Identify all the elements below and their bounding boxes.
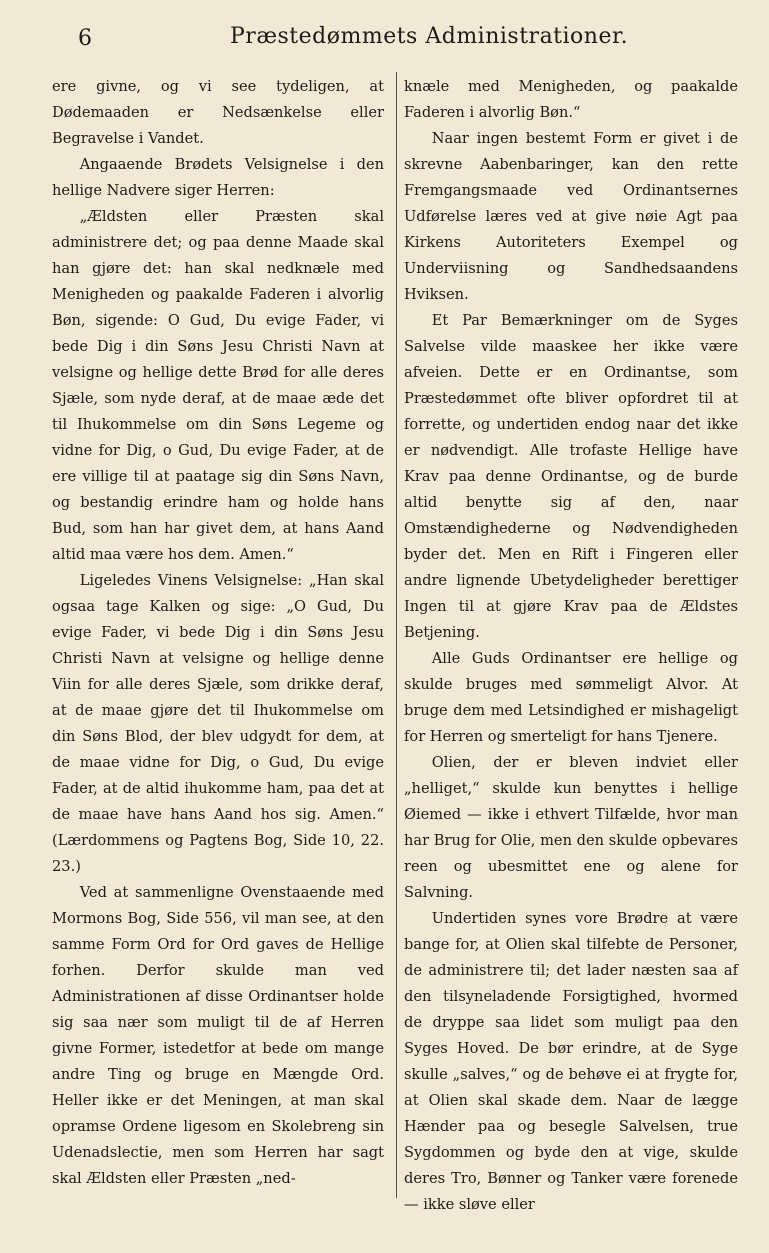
paragraph: Angaaende Brødets Velsignelse i den hellige Nadvere siger Herren: <box>52 156 384 199</box>
paragraph: knæle med Menigheden, og paakalde Faderen i alvorlig Bøn.“ <box>404 78 738 121</box>
paragraph: „Ældsten eller Præsten skal administrere det; og paa denne Maade skal han gjøre det: han skal nedknæle med Menigheden og paakalde Faderen i alvorlig Bøn, sigende: O Gud, Du evige Fader, vi bede Dig i din Søns Jesu Christi Navn at velsigne og hellige dette Brød for alle deres Sjæle, som nyde deraf, at de maae æde det til Ihukommelse om din Søns Legeme og vidne for Dig, o Gud, Du evige Fader, at de ere villige til at paatage sig din Søns Navn, og bestandig erindre ham og holde hans Bud, som han har givet dem, at hans Aand altid maa være hos dem. Amen.“ <box>52 208 384 563</box>
paragraph: Et Par Bemærkninger om de Syges Salvelse vilde maaskee her ikke være afveien. Dette er en Ordinantse, som Præstedømmet ofte bliver opfordret til at forrette, og undertiden endog naar det ikke er nødvendigt. Alle trofaste Hellige have Krav paa denne Ordinantse, og de burde altid benytte sig af den, naar Omstændighederne og Nødvendigheden byder det. Men en Rift i Fingeren eller andre lignende Ubetydeligheder berettiger Ingen til at gjøre Krav paa de Ældstes Betjening. <box>404 312 738 641</box>
paragraph: Undertiden synes vore Brødre at være bange for, at Olien skal tilfebte de Personer, de administrere til; det lader næsten saa af den tilsyneladende Forsigtighed, hvormed de dryppe saa lidet som muligt paa den Syges Hoved. De bør erindre, at de Syge skulle „salves,“ og de behøve ei at frygte for, at Olien skal skade dem. Naar de lægge Hænder paa og besegle Salvelsen, true Sygdommen og byde den at vige, skulde deres Tro, Bønner og Tanker være forenede — ikke sløve eller <box>404 910 738 1213</box>
paragraph: Naar ingen bestemt Form er givet i de skrevne Aabenbaringer, kan den rette Fremgangsmaade ved Ordinantsernes Udførelse læres ved at give nøie Agt paa Kirkens Autoriteters Exempel og Underviisning og Sandhedsaandens Hviksen. <box>404 130 738 303</box>
paragraph: Ligeledes Vinens Velsignelse: „Han skal ogsaa tage Kalken og sige: „O Gud, Du evige Fader, vi bede Dig i din Søns Jesu Christi Navn at velsigne og hellige denne Viin for alle deres Sjæle, som drikke deraf, at de maae gjøre det til Ihukommelse om din Søns Blod, der blev udgydt for dem, at de maae vidne for Dig, o Gud, Du evige Fader, at de altid ihukomme ham, paa det at de maae have hans Aand hos sig. Amen.“ (Lærdommens og Pagtens Bog, Side 10, 22. 23.) <box>52 572 384 875</box>
paragraph: Ved at sammenligne Ovenstaaende med Mormons Bog, Side 556, vil man see, at den samme Form Ord for Ord gaves de Hellige forhen. Derfor skulde man ved Administrationen af disse Ordinantser holde sig saa nær som muligt til de af Herren givne Former, istedetfor at bede om mange andre Ting og bruge en Mængde Ord. Heller ikke er det Meningen, at man skal opramse Ordene ligesom en Skolebreng sin Udenadslectie, men som Herren har sagt skal Ældsten eller Præsten „ned- <box>52 884 384 1187</box>
right-column <box>404 74 738 1218</box>
page-number: 6 <box>78 26 92 51</box>
paragraph: ere givne, og vi see tydeligen, at Dødemaaden er Nedsænkelse eller Begravelse i Vandet. <box>52 78 384 147</box>
running-title: Præstedømmets Administrationer. <box>230 24 629 49</box>
page-header <box>50 22 750 62</box>
paragraph: Alle Guds Ordinantser ere hellige og skulde bruges med sømmeligt Alvor. At bruge dem med Letsindighed er mishageligt for Herren og smerteligt for hans Tjenere. <box>404 650 738 745</box>
paragraph: Olien, der er bleven indviet eller „helliget,“ skulde kun benyttes i hellige Øiemed — ikke i ethvert Tilfælde, hvor man har Brug for Olie, men den skulde opbevares reen og ubesmittet ene og alene for Salvning. <box>404 754 738 901</box>
column-divider <box>396 72 397 1198</box>
left-column <box>52 74 384 1192</box>
